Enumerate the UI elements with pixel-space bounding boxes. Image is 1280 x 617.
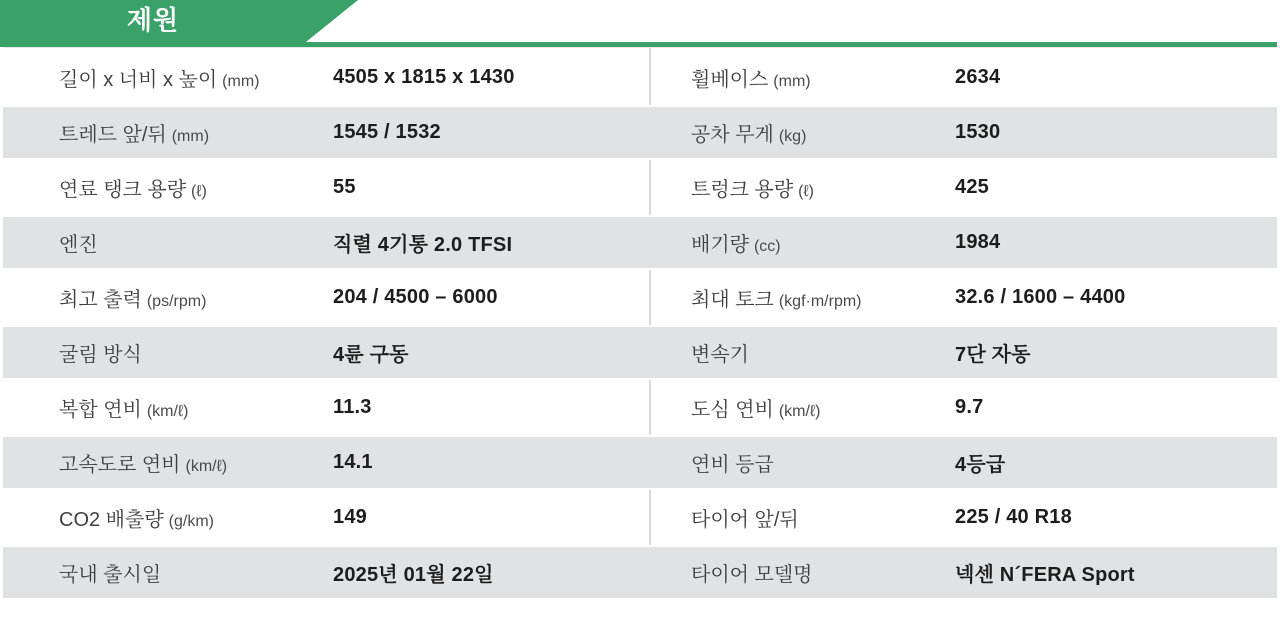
spec-value: 4등급: [955, 454, 1006, 476]
spec-row: [3, 380, 1277, 435]
spec-row: [3, 215, 1277, 270]
spec-label: [691, 393, 955, 422]
spec-value: 425: [955, 176, 989, 198]
spec-value: 11.3: [333, 396, 372, 418]
spec-value: 55: [333, 176, 356, 198]
spec-label: [59, 558, 333, 587]
spec-cell: [3, 327, 650, 378]
spec-value: 직렬 4기통 2.0 TFSI: [333, 234, 513, 256]
spec-label: [691, 173, 955, 202]
spec-value: 1545 / 1532: [333, 121, 441, 143]
spec-value: 4륜 구동: [333, 344, 409, 366]
spec-row: [3, 325, 1277, 380]
spec-value: 204 / 4500 – 6000: [333, 286, 498, 308]
spec-label-text: 타이어 앞/뒤: [691, 509, 799, 531]
spec-cell: [650, 107, 1277, 158]
spec-value: 9.7: [955, 396, 984, 418]
spec-value: 225 / 40 R18: [955, 506, 1072, 528]
spec-label: [59, 283, 333, 312]
spec-unit: (mm): [222, 73, 260, 90]
spec-label-text: 연료 탱크 용량: [59, 179, 187, 201]
spec-label-text: 엔진: [59, 234, 98, 256]
spec-cell: [650, 160, 1277, 215]
spec-label: [59, 228, 333, 257]
spec-label: [59, 393, 333, 422]
spec-value: 1530: [955, 121, 1001, 143]
section-header: [0, 0, 1280, 47]
spec-cell: [650, 50, 1277, 105]
spec-cell: [650, 380, 1277, 435]
spec-label: [691, 228, 955, 257]
spec-unit: (kgf·m/rpm): [778, 293, 862, 310]
spec-label-text: 최대 토크: [691, 289, 774, 311]
spec-value: 2025년 01월 22일: [333, 564, 494, 586]
section-title: 제원: [126, 5, 180, 35]
spec-table: [3, 47, 1277, 600]
spec-label-text: CO2 배출량: [59, 509, 164, 531]
spec-cell: [3, 437, 650, 488]
spec-label-text: 길이 x 너비 x 높이: [59, 69, 218, 91]
spec-unit: (ℓ): [191, 183, 207, 200]
spec-row: [3, 50, 1277, 105]
spec-label-text: 복합 연비: [59, 399, 142, 421]
spec-value: 14.1: [333, 451, 373, 473]
spec-label: [691, 338, 955, 367]
spec-cell: [650, 327, 1277, 378]
spec-cell: [650, 217, 1277, 268]
spec-label: [691, 558, 955, 587]
spec-row: [3, 435, 1277, 490]
spec-row: [3, 490, 1277, 545]
spec-label: [691, 503, 955, 532]
spec-value: 7단 자동: [955, 344, 1031, 366]
spec-label-text: 연비 등급: [691, 454, 774, 476]
spec-cell: [650, 270, 1277, 325]
spec-cell: [3, 490, 650, 545]
spec-label-text: 타이어 모델명: [691, 564, 813, 586]
spec-cell: [3, 160, 650, 215]
spec-cell: [3, 217, 650, 268]
spec-label: [691, 63, 955, 92]
spec-value: 2634: [955, 66, 1001, 88]
spec-label-text: 배기량: [691, 234, 749, 256]
spec-label-text: 휠베이스: [691, 69, 769, 91]
spec-unit: (km/ℓ): [778, 403, 821, 420]
spec-label: [691, 448, 955, 477]
spec-label: [59, 338, 333, 367]
spec-unit: (km/ℓ): [146, 403, 189, 420]
banner-slope-shape: [306, 0, 358, 42]
spec-value: 149: [333, 506, 367, 528]
spec-unit: (mm): [171, 128, 210, 145]
spec-cell: [3, 107, 650, 158]
spec-unit: (mm): [773, 73, 811, 90]
spec-label-text: 최고 출력: [59, 289, 142, 311]
spec-label-text: 트레드 앞/뒤: [59, 124, 167, 146]
spec-cell: [650, 547, 1277, 598]
spec-value: 4505 x 1815 x 1430: [333, 66, 515, 88]
spec-value: 넥센 N´FERA Sport: [955, 564, 1135, 586]
spec-unit: (km/ℓ): [185, 458, 228, 475]
spec-label-text: 공차 무게: [691, 124, 774, 146]
spec-cell: [3, 50, 650, 105]
spec-unit: (cc): [753, 238, 781, 255]
spec-unit: (g/km): [168, 513, 214, 530]
spec-label-text: 국내 출시일: [59, 564, 162, 586]
spec-row: [3, 105, 1277, 160]
spec-label: [59, 448, 333, 477]
spec-label: [691, 283, 955, 312]
spec-value: 1984: [955, 231, 1001, 253]
spec-label-text: 변속기: [691, 344, 749, 366]
spec-unit: (ℓ): [798, 183, 814, 200]
spec-label-text: 굴림 방식: [59, 344, 142, 366]
spec-cell: [3, 270, 650, 325]
spec-cell: [3, 547, 650, 598]
spec-unit: (kg): [778, 128, 807, 145]
spec-label-text: 트렁크 용량: [691, 179, 794, 201]
spec-row: [3, 160, 1277, 215]
spec-cell: [650, 490, 1277, 545]
spec-row: [3, 545, 1277, 600]
spec-label: [59, 118, 333, 147]
spec-label: [691, 118, 955, 147]
spec-row: [3, 270, 1277, 325]
spec-label-text: 도심 연비: [691, 399, 774, 421]
spec-label: [59, 173, 333, 202]
spec-label: [59, 63, 333, 92]
spec-label-text: 고속도로 연비: [59, 454, 181, 476]
spec-cell: [3, 380, 650, 435]
spec-label: [59, 503, 333, 532]
spec-unit: (ps/rpm): [146, 293, 207, 310]
section-header-banner: [0, 0, 306, 42]
spec-value: 32.6 / 1600 – 4400: [955, 286, 1126, 308]
spec-cell: [650, 437, 1277, 488]
